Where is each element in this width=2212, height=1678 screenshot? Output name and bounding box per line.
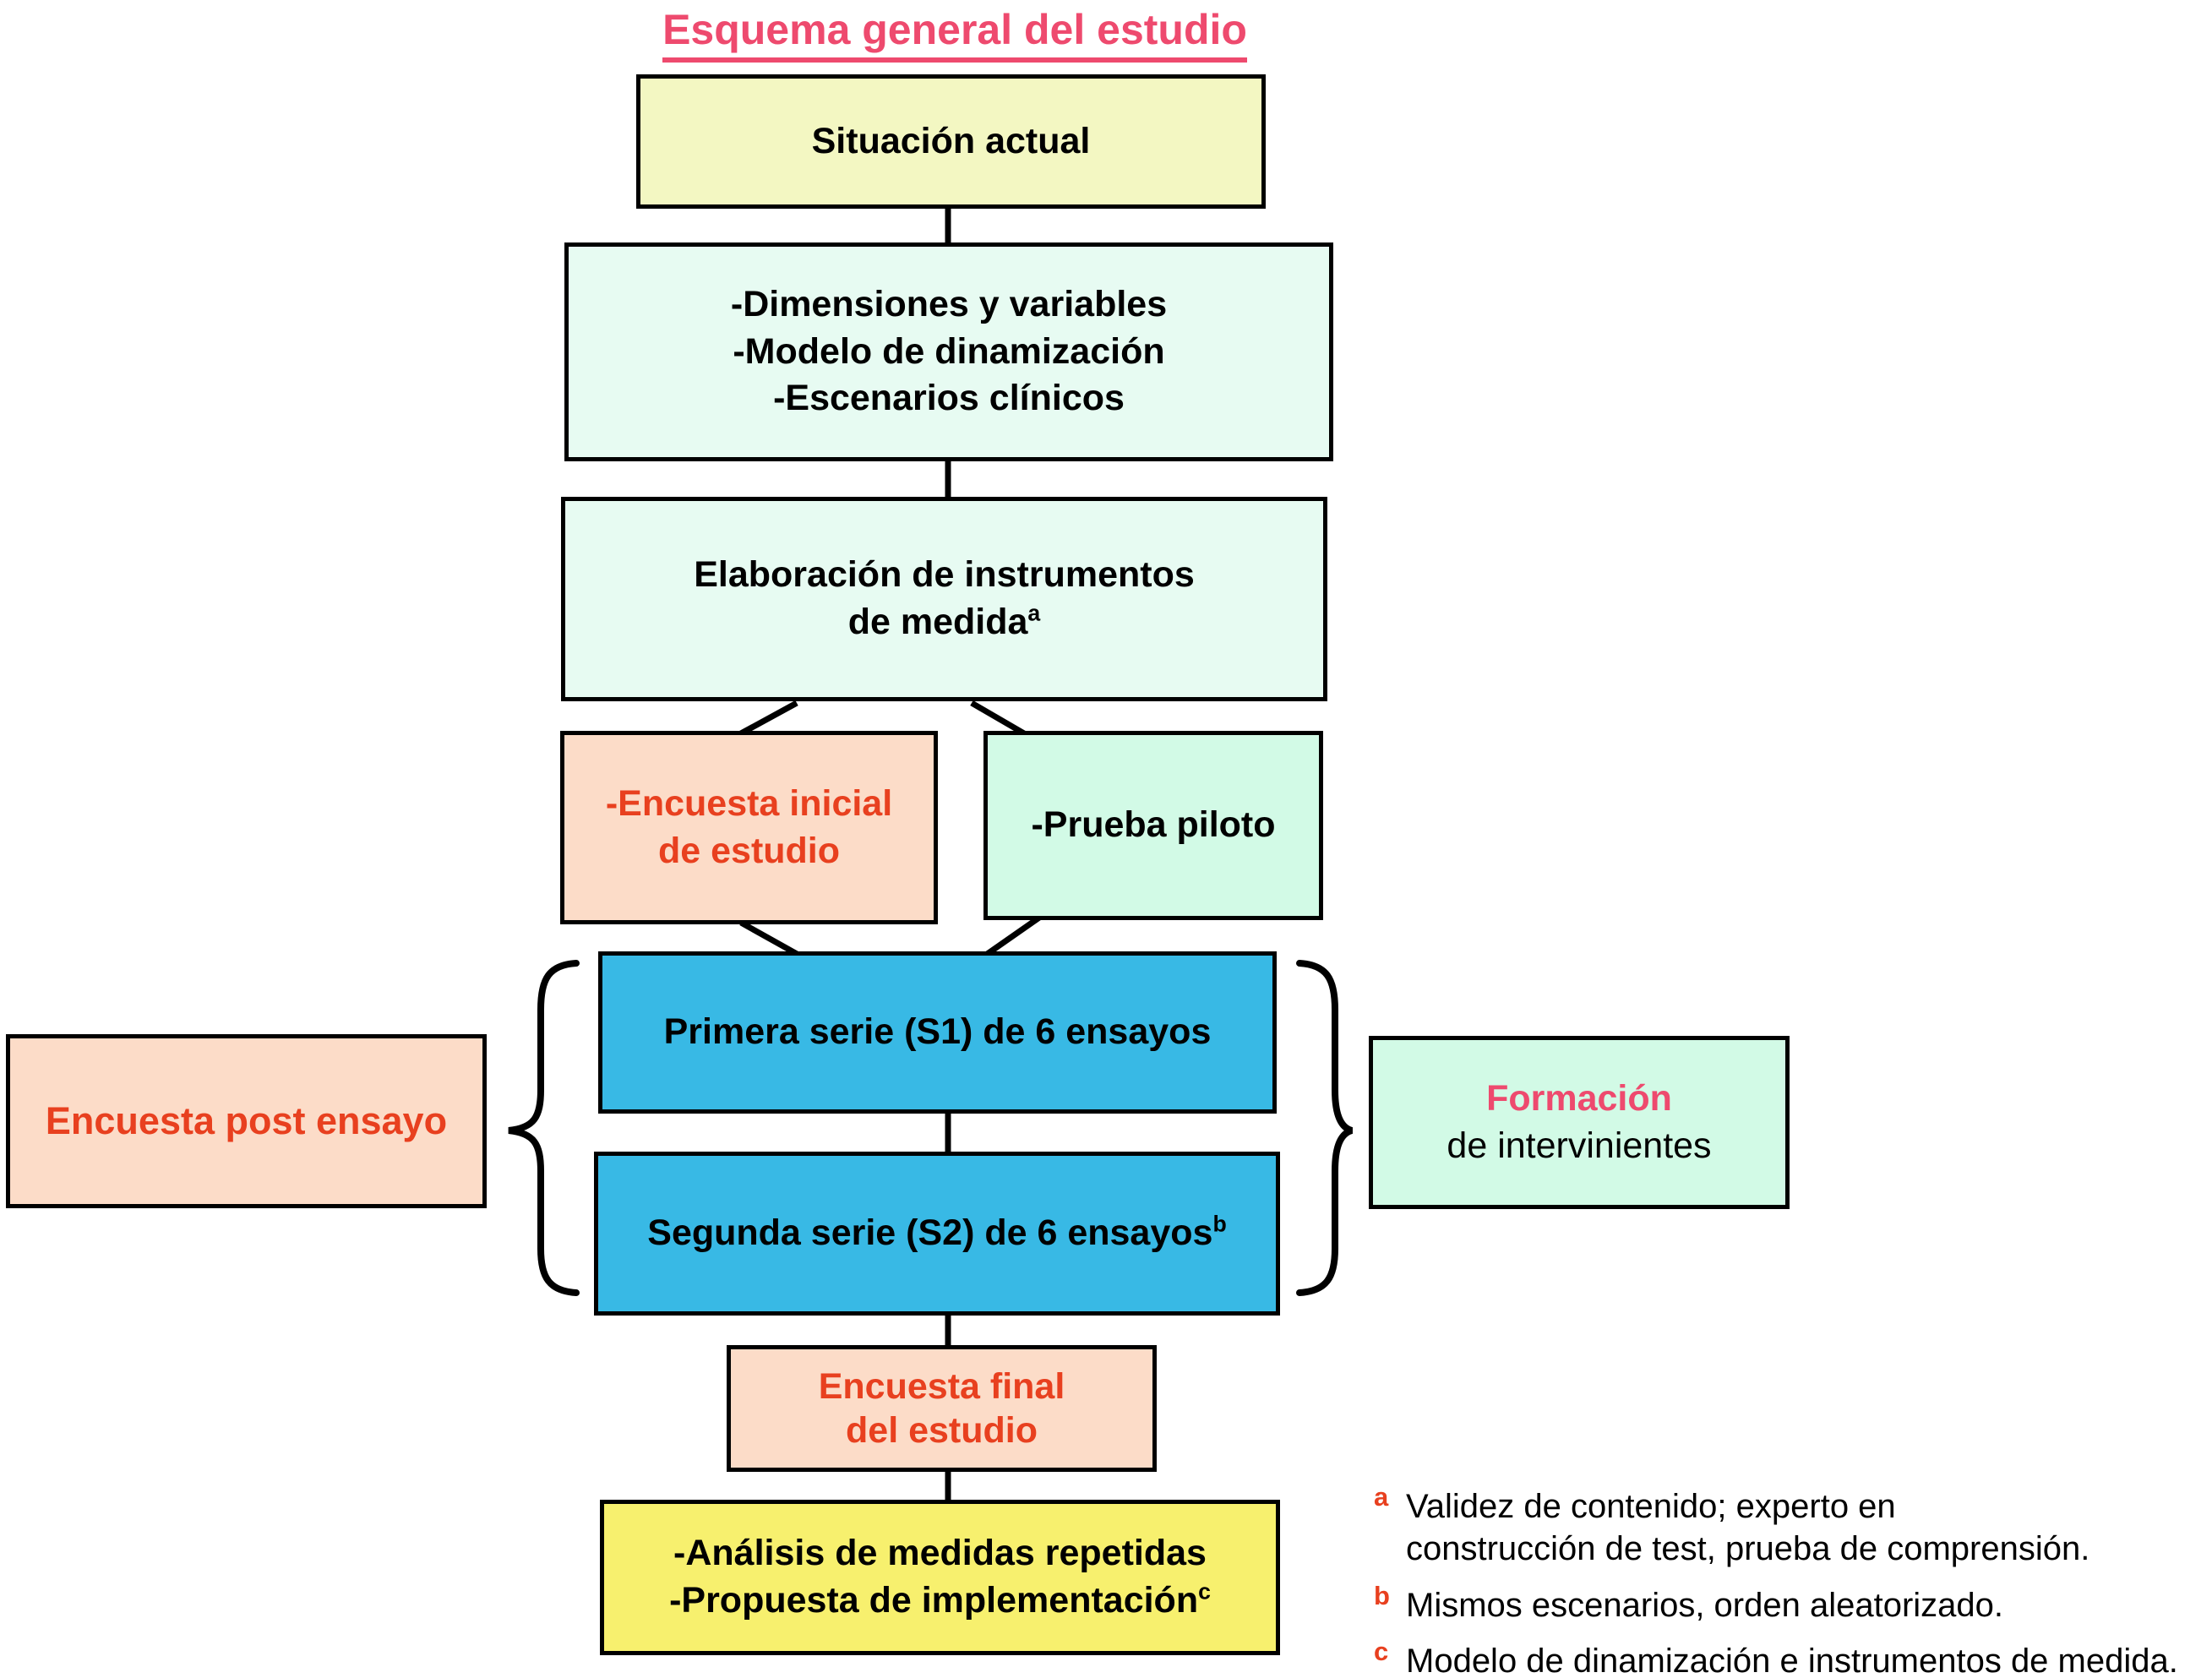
analisis-line-2: [669, 1577, 1211, 1625]
analisis-line-2-text: -Propuesta de implementación: [669, 1580, 1199, 1621]
footnote-c-line-1: Modelo de dinamización e instrumentos de medida.: [1406, 1643, 2178, 1678]
footnote-a: [1374, 1480, 2212, 1571]
elaboracion-line-1: Elaboración de instrumentos: [694, 554, 1195, 596]
segunda-serie-line: [647, 1210, 1226, 1257]
segunda-serie-label: Segunda serie (S2) de 6 ensayos: [647, 1212, 1213, 1254]
box-segunda-serie: [594, 1152, 1280, 1316]
encuesta-inicial-line-2: de estudio: [657, 830, 841, 871]
superscript-b: b: [1212, 1211, 1227, 1237]
box-prueba-piloto: [983, 731, 1323, 920]
box-formacion-intervinientes: [1369, 1036, 1790, 1209]
footnote-c-marker: c: [1374, 1637, 1389, 1667]
footnote-b: [1374, 1579, 2212, 1626]
connector-encuesta-inicial-primera: [741, 923, 798, 955]
footnote-b-line-1: Mismos escenarios, orden aleatorizado.: [1406, 1586, 2004, 1624]
box-primera-serie: [598, 951, 1277, 1114]
formacion-line-1: Formación: [1486, 1077, 1672, 1119]
encuesta-post-label: Encuesta post ensayo: [45, 1098, 448, 1142]
prueba-piloto-label: -Prueba piloto: [1031, 804, 1276, 846]
box-encuesta-inicial: [560, 731, 938, 924]
footnote-a-marker: a: [1374, 1482, 1389, 1512]
box-encuesta-post-ensayo: [6, 1034, 487, 1208]
dimensiones-line-1: -Dimensiones y variables: [730, 283, 1168, 324]
right-brace: [1299, 963, 1352, 1293]
box-analisis-propuesta: [600, 1500, 1280, 1655]
dimensiones-line-2: -Modelo de dinamización: [733, 330, 1165, 372]
connector-elaboracion-encuesta-inicial: [741, 703, 797, 733]
page-title: [591, 5, 1318, 63]
footnote-b-marker: b: [1374, 1580, 1390, 1610]
left-brace: [509, 963, 576, 1293]
box-dimensiones-variables: [564, 242, 1333, 461]
box-situacion-actual: [636, 74, 1266, 209]
footnote-c: [1374, 1635, 2212, 1678]
box-situacion-actual-label: Situación actual: [811, 120, 1091, 161]
primera-serie-label: Primera serie (S1) de 6 ensayos: [663, 1011, 1212, 1053]
box-encuesta-final: [727, 1345, 1157, 1472]
footnote-a-line-2: construcción de test, prueba de comprensión.: [1406, 1530, 2090, 1568]
footnote-a-line-1: Validez de contenido; experto en: [1406, 1488, 1896, 1525]
box-elaboracion-instrumentos: [561, 497, 1327, 701]
superscript-a: a: [1027, 600, 1041, 626]
encuesta-final-line-2: del estudio: [846, 1410, 1038, 1451]
analisis-line-1: -Análisis de medidas repetidas: [673, 1533, 1207, 1574]
dimensiones-line-3: -Escenarios clínicos: [773, 378, 1125, 419]
footnotes: [1374, 1480, 2212, 1678]
page-title-text: Esquema general del estudio: [662, 5, 1247, 63]
elaboracion-line-2: [848, 599, 1041, 646]
connector-elaboracion-prueba-piloto: [972, 703, 1024, 733]
connector-prueba-piloto-primera: [986, 918, 1039, 955]
formacion-line-2: de intervinientes: [1447, 1125, 1712, 1166]
encuesta-final-line-1: Encuesta final: [818, 1365, 1065, 1407]
elaboracion-line-2-text: de medida: [847, 602, 1028, 642]
encuesta-inicial-line-1: -Encuesta inicial: [605, 782, 893, 824]
superscript-c: c: [1198, 1578, 1211, 1604]
